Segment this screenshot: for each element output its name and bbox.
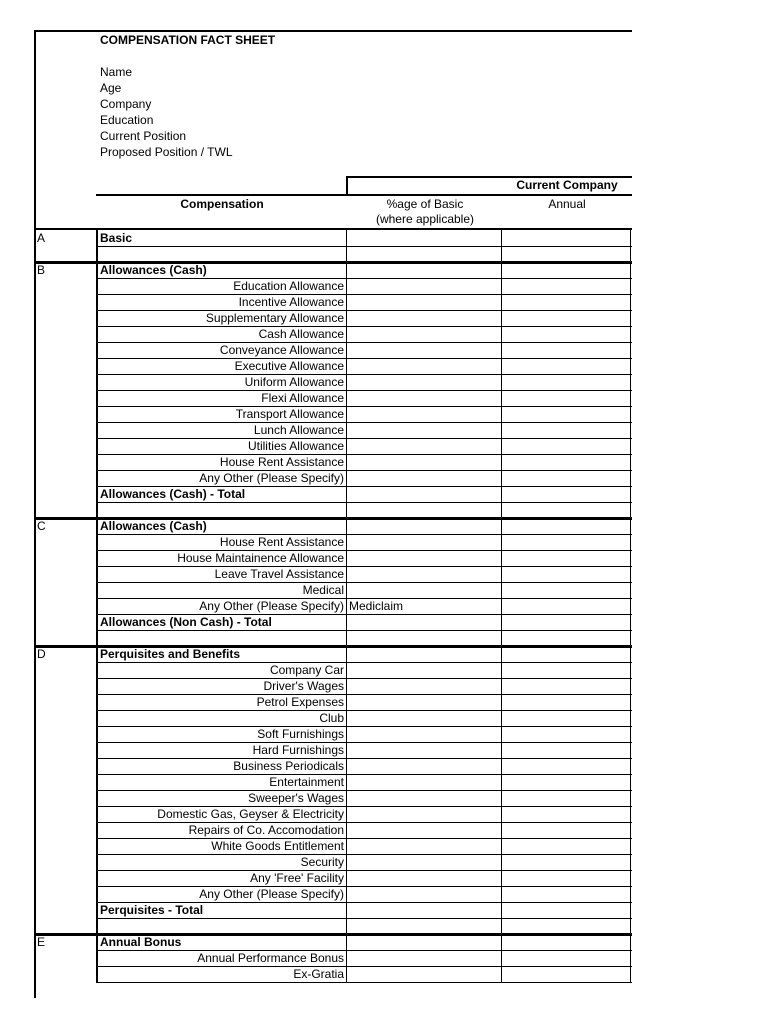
row-col-line bbox=[501, 806, 502, 822]
field-company-label: Company bbox=[100, 97, 152, 111]
row-col-line bbox=[501, 662, 502, 678]
row-col-line bbox=[96, 934, 98, 950]
row-col-line bbox=[346, 294, 347, 310]
row-col-line bbox=[630, 518, 631, 534]
section-heading-basic: Basic bbox=[100, 231, 133, 245]
row-col-line bbox=[501, 438, 502, 454]
row-col-line bbox=[96, 902, 98, 918]
row-label-utilities-allowance: Utilities Allowance bbox=[247, 439, 344, 453]
row-col-line bbox=[630, 678, 631, 694]
field-name-label: Name bbox=[100, 65, 133, 79]
row-col-line bbox=[501, 742, 502, 758]
row-divider bbox=[96, 502, 632, 503]
sheet-left-border bbox=[34, 30, 36, 998]
row-col-line bbox=[630, 934, 631, 950]
row-col-line bbox=[96, 230, 98, 246]
row-col-line bbox=[630, 870, 631, 886]
row-col-line bbox=[346, 598, 347, 614]
row-col-line bbox=[630, 342, 631, 358]
row-col-line bbox=[501, 470, 502, 486]
row-col-line bbox=[96, 342, 98, 358]
row-col-line bbox=[346, 358, 347, 374]
row-col-line bbox=[96, 534, 98, 550]
row-label-security: Security bbox=[300, 855, 344, 869]
row-col-line bbox=[96, 470, 98, 486]
row-col-line bbox=[630, 646, 631, 662]
row-label-medical: Medical bbox=[302, 583, 344, 597]
row-col-line bbox=[96, 758, 98, 774]
row-col-line bbox=[501, 310, 502, 326]
row-label-white-goods-entitlement: White Goods Entitlement bbox=[211, 839, 344, 853]
row-label-ex-gratia: Ex-Gratia bbox=[293, 967, 344, 981]
row-col-line bbox=[630, 230, 631, 246]
section-marker-e: E bbox=[37, 935, 46, 949]
row-col-line bbox=[501, 374, 502, 390]
row-col-line bbox=[501, 854, 502, 870]
row-col-line bbox=[501, 870, 502, 886]
row-col-line bbox=[96, 486, 98, 502]
row-col-line bbox=[346, 550, 347, 566]
row-col-line bbox=[96, 390, 98, 406]
row-col-line bbox=[630, 294, 631, 310]
row-col-line bbox=[96, 854, 98, 870]
row-col-line bbox=[96, 502, 98, 518]
section-marker-d: D bbox=[37, 647, 46, 661]
row-col-line bbox=[346, 406, 347, 422]
row-col-line bbox=[346, 486, 347, 502]
row-col-line bbox=[630, 438, 631, 454]
row-col-line bbox=[630, 694, 631, 710]
row-col-line bbox=[501, 454, 502, 470]
row-col-line bbox=[96, 726, 98, 742]
row-divider bbox=[96, 982, 632, 983]
row-col-line bbox=[96, 550, 98, 566]
row-col-line bbox=[630, 598, 631, 614]
current-company-header: Current Company bbox=[516, 178, 618, 192]
row-col-line bbox=[96, 710, 98, 726]
row-col-line bbox=[630, 774, 631, 790]
row-col-line bbox=[501, 390, 502, 406]
row-col-line bbox=[346, 902, 347, 918]
row-label-any-free-facility: Any 'Free' Facility bbox=[250, 871, 344, 885]
row-col-line bbox=[346, 630, 347, 646]
row-col-line bbox=[630, 806, 631, 822]
row-col-line bbox=[96, 870, 98, 886]
row-col-line bbox=[501, 614, 502, 630]
row-col-line bbox=[346, 326, 347, 342]
row-col-line bbox=[346, 742, 347, 758]
row-divider bbox=[96, 630, 632, 631]
row-col-line bbox=[501, 838, 502, 854]
row-label-petrol-expenses: Petrol Expenses bbox=[256, 695, 344, 709]
compensation-header: Compensation bbox=[180, 197, 264, 211]
row-col-line bbox=[346, 374, 347, 390]
row-label-sweeper-s-wages: Sweeper's Wages bbox=[248, 791, 344, 805]
row-col-line bbox=[96, 742, 98, 758]
row-col-line bbox=[346, 726, 347, 742]
row-col-line bbox=[96, 950, 98, 966]
section-marker-a: A bbox=[37, 231, 46, 245]
row-col-line bbox=[630, 630, 631, 646]
row-label-business-periodicals: Business Periodicals bbox=[233, 759, 344, 773]
row-col-line bbox=[96, 454, 98, 470]
row-col-line bbox=[96, 294, 98, 310]
row-label-any-other-please-specify: Any Other (Please Specify) bbox=[199, 471, 344, 485]
row-label-house-rent-assistance: House Rent Assistance bbox=[219, 535, 344, 549]
row-col-line bbox=[96, 598, 98, 614]
row-col-line bbox=[501, 406, 502, 422]
row-col-line bbox=[630, 454, 631, 470]
row-col-line bbox=[501, 630, 502, 646]
row-col-line bbox=[630, 918, 631, 934]
row-label-club: Club bbox=[319, 711, 344, 725]
row-col-line bbox=[346, 422, 347, 438]
row-col-line bbox=[630, 854, 631, 870]
row-col-line bbox=[501, 646, 502, 662]
row-col-line bbox=[501, 246, 502, 262]
row-col-line bbox=[346, 822, 347, 838]
row-col-line bbox=[96, 886, 98, 902]
annual-header: Annual bbox=[548, 197, 586, 211]
row-label-house-maintainence-allowance: House Maintainence Allowance bbox=[177, 551, 344, 565]
row-col-line bbox=[346, 582, 347, 598]
section-heading-perquisites-and-benefits: Perquisites and Benefits bbox=[100, 647, 241, 661]
row-col-line bbox=[346, 934, 347, 950]
row-label-house-rent-assistance: House Rent Assistance bbox=[219, 455, 344, 469]
field-proposed-position-label: Proposed Position / TWL bbox=[100, 145, 233, 159]
row-col-line bbox=[630, 742, 631, 758]
sheet-title: COMPENSATION FACT SHEET bbox=[100, 33, 276, 47]
row-col-line bbox=[630, 614, 631, 630]
row-col-line bbox=[346, 966, 347, 982]
row-col-line bbox=[96, 806, 98, 822]
row-col-line bbox=[346, 646, 347, 662]
row-col-line bbox=[501, 230, 502, 246]
row-label-lunch-allowance: Lunch Allowance bbox=[253, 423, 344, 437]
row-col-line bbox=[346, 918, 347, 934]
row-col-line bbox=[501, 678, 502, 694]
row-label-entertainment: Entertainment bbox=[269, 775, 344, 789]
row-label-any-other-please-specify: Any Other (Please Specify) bbox=[199, 599, 344, 613]
row-col-line bbox=[501, 822, 502, 838]
section-heading-allowances-cash: Allowances (Cash) bbox=[100, 519, 207, 533]
row-col-line bbox=[96, 838, 98, 854]
row-col-line bbox=[96, 774, 98, 790]
row-col-line bbox=[501, 326, 502, 342]
total-row-allowances-cash-total: Allowances (Cash) - Total bbox=[100, 487, 246, 501]
row-col-line bbox=[630, 486, 631, 502]
row-col-line bbox=[630, 726, 631, 742]
row-col-line bbox=[346, 774, 347, 790]
row-col-line bbox=[501, 486, 502, 502]
row-col-line bbox=[96, 822, 98, 838]
row-col-line bbox=[346, 454, 347, 470]
total-row-perquisites-total: Perquisites - Total bbox=[100, 903, 204, 917]
row-col-line bbox=[501, 934, 502, 950]
header-left-rule bbox=[346, 176, 348, 196]
row-col-line bbox=[96, 374, 98, 390]
row-col-line bbox=[501, 902, 502, 918]
row-label-company-car: Company Car bbox=[269, 663, 344, 677]
row-col-line bbox=[346, 534, 347, 550]
row-col-line bbox=[346, 262, 347, 278]
row-col-line bbox=[96, 518, 98, 534]
row-col-line bbox=[501, 950, 502, 966]
row-col-line bbox=[501, 278, 502, 294]
row-col-line bbox=[346, 838, 347, 854]
row-label-transport-allowance: Transport Allowance bbox=[235, 407, 344, 421]
row-col-line bbox=[96, 422, 98, 438]
row-col-line bbox=[630, 566, 631, 582]
row-col-line bbox=[346, 614, 347, 630]
row-col-line bbox=[96, 662, 98, 678]
row-divider bbox=[96, 246, 632, 247]
row-col-line bbox=[501, 422, 502, 438]
row-col-line bbox=[630, 582, 631, 598]
row-col-line bbox=[630, 790, 631, 806]
row-col-line bbox=[96, 358, 98, 374]
row-label-supplementary-allowance: Supplementary Allowance bbox=[205, 311, 344, 325]
row-col-line bbox=[96, 438, 98, 454]
row-col-line bbox=[346, 870, 347, 886]
row-label-flexi-allowance: Flexi Allowance bbox=[261, 391, 344, 405]
row-col-line bbox=[630, 358, 631, 374]
row-col-line bbox=[630, 838, 631, 854]
row-col-line bbox=[501, 966, 502, 982]
row-col-line bbox=[630, 390, 631, 406]
row-col-line bbox=[501, 550, 502, 566]
row-col-line bbox=[96, 582, 98, 598]
row-col-line bbox=[96, 918, 98, 934]
row-col-line bbox=[501, 294, 502, 310]
row-col-line bbox=[501, 598, 502, 614]
row-col-line bbox=[630, 262, 631, 278]
row-col-line bbox=[346, 566, 347, 582]
field-age-label: Age bbox=[100, 81, 122, 95]
row-label-domestic-gas-geyser-electricity: Domestic Gas, Geyser & Electricity bbox=[157, 807, 344, 821]
row-col-line bbox=[630, 422, 631, 438]
row-col-line bbox=[346, 806, 347, 822]
row-col-line bbox=[96, 614, 98, 630]
row-col-line bbox=[630, 502, 631, 518]
row-col-line bbox=[630, 534, 631, 550]
row-col-line bbox=[96, 678, 98, 694]
row-col-line bbox=[96, 278, 98, 294]
pct-basic-value: Mediclaim bbox=[349, 599, 404, 613]
row-col-line bbox=[630, 326, 631, 342]
row-divider bbox=[96, 918, 632, 919]
row-col-line bbox=[96, 326, 98, 342]
row-col-line bbox=[346, 694, 347, 710]
row-col-line bbox=[501, 918, 502, 934]
row-col-line bbox=[96, 694, 98, 710]
field-current-position-label: Current Position bbox=[100, 129, 187, 143]
row-col-line bbox=[630, 710, 631, 726]
row-col-line bbox=[346, 470, 347, 486]
row-col-line bbox=[630, 662, 631, 678]
row-col-line bbox=[346, 678, 347, 694]
section-marker-b: B bbox=[37, 263, 46, 277]
row-col-line bbox=[630, 310, 631, 326]
row-label-executive-allowance: Executive Allowance bbox=[234, 359, 344, 373]
row-col-line bbox=[346, 758, 347, 774]
row-col-line bbox=[96, 790, 98, 806]
row-label-incentive-allowance: Incentive Allowance bbox=[238, 295, 344, 309]
row-col-line bbox=[346, 662, 347, 678]
row-col-line bbox=[96, 646, 98, 662]
row-col-line bbox=[501, 518, 502, 534]
pct-basic-header-line1: %age of Basic bbox=[386, 197, 464, 211]
section-heading-annual-bonus: Annual Bonus bbox=[100, 935, 182, 949]
row-col-line bbox=[630, 470, 631, 486]
row-col-line bbox=[96, 246, 98, 262]
row-label-driver-s-wages: Driver's Wages bbox=[263, 679, 344, 693]
row-label-annual-performance-bonus: Annual Performance Bonus bbox=[197, 951, 344, 965]
row-label-soft-furnishings: Soft Furnishings bbox=[257, 727, 344, 741]
row-col-line bbox=[501, 534, 502, 550]
row-col-line bbox=[346, 710, 347, 726]
row-col-line bbox=[501, 502, 502, 518]
row-col-line bbox=[501, 694, 502, 710]
row-col-line bbox=[501, 710, 502, 726]
row-col-line bbox=[346, 278, 347, 294]
row-col-line bbox=[96, 310, 98, 326]
row-col-line bbox=[96, 966, 98, 982]
row-col-line bbox=[501, 566, 502, 582]
row-label-uniform-allowance: Uniform Allowance bbox=[244, 375, 344, 389]
row-col-line bbox=[630, 550, 631, 566]
row-col-line bbox=[630, 278, 631, 294]
row-label-any-other-please-specify: Any Other (Please Specify) bbox=[199, 887, 344, 901]
row-col-line bbox=[630, 374, 631, 390]
row-col-line bbox=[96, 406, 98, 422]
total-row-allowances-non-cash-total: Allowances (Non Cash) - Total bbox=[100, 615, 272, 629]
row-col-line bbox=[96, 566, 98, 582]
row-col-line bbox=[501, 342, 502, 358]
row-col-line bbox=[96, 262, 98, 278]
row-col-line bbox=[346, 854, 347, 870]
row-col-line bbox=[501, 582, 502, 598]
row-col-line bbox=[501, 886, 502, 902]
row-label-conveyance-allowance: Conveyance Allowance bbox=[219, 343, 344, 357]
row-col-line bbox=[630, 966, 631, 982]
row-col-line bbox=[346, 518, 347, 534]
row-col-line bbox=[346, 230, 347, 246]
pct-basic-header-line2: (where applicable) bbox=[375, 212, 475, 226]
row-col-line bbox=[501, 726, 502, 742]
row-col-line bbox=[630, 246, 631, 262]
row-col-line bbox=[346, 246, 347, 262]
row-col-line bbox=[501, 758, 502, 774]
field-education-label: Education bbox=[100, 113, 154, 127]
row-col-line bbox=[630, 886, 631, 902]
row-col-line bbox=[346, 390, 347, 406]
row-col-line bbox=[346, 310, 347, 326]
row-col-line bbox=[346, 502, 347, 518]
row-col-line bbox=[346, 438, 347, 454]
row-col-line bbox=[346, 342, 347, 358]
row-col-line bbox=[501, 262, 502, 278]
section-marker-c: C bbox=[37, 519, 46, 533]
row-col-line bbox=[501, 358, 502, 374]
row-col-line bbox=[630, 902, 631, 918]
row-label-hard-furnishings: Hard Furnishings bbox=[252, 743, 344, 757]
row-col-line bbox=[501, 790, 502, 806]
row-col-line bbox=[346, 950, 347, 966]
row-col-line bbox=[630, 950, 631, 966]
row-col-line bbox=[630, 406, 631, 422]
row-col-line bbox=[96, 630, 98, 646]
row-col-line bbox=[501, 774, 502, 790]
row-col-line bbox=[346, 886, 347, 902]
row-label-cash-allowance: Cash Allowance bbox=[258, 327, 344, 341]
row-label-education-allowance: Education Allowance bbox=[233, 279, 344, 293]
row-label-leave-travel-assistance: Leave Travel Assistance bbox=[214, 567, 344, 581]
row-label-repairs-of-co-accomodation: Repairs of Co. Accomodation bbox=[188, 823, 344, 837]
row-col-line bbox=[630, 822, 631, 838]
section-heading-allowances-cash: Allowances (Cash) bbox=[100, 263, 207, 277]
row-col-line bbox=[630, 758, 631, 774]
row-col-line bbox=[346, 790, 347, 806]
